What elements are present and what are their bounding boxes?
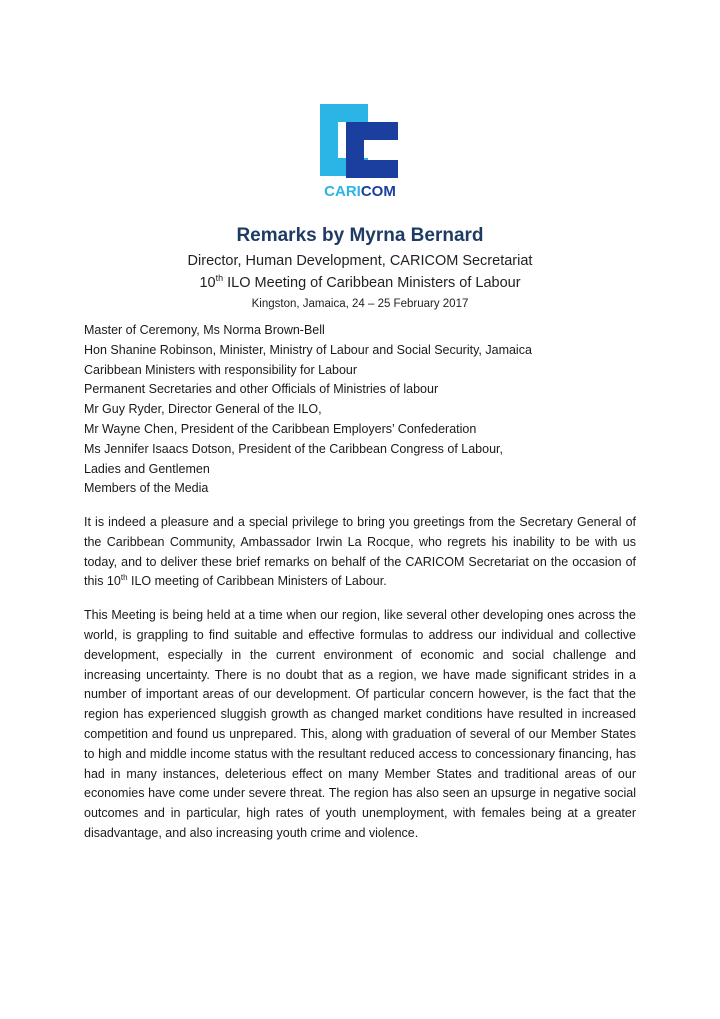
- meeting-name: 10th ILO Meeting of Caribbean Ministers of Labour: [199, 273, 521, 291]
- salutation-line: Members of the Media: [84, 481, 209, 496]
- page-title: Remarks by Myrna Bernard: [236, 225, 484, 246]
- salutation-line: Ms Jennifer Isaacs Dotson, President of the Caribbean Congress of Labour,: [84, 441, 503, 456]
- paragraph-greeting: It is indeed a pleasure and a special privilege to bring you greetings from the Secretary General of the Caribbean Community, Ambassador Irwin La Rocque, who regrets his inability to be with us today, and to deliver these brief remarks on behalf of the CARICOM Secretariat on the occasion of this 10th ILO meeting of Caribbean Ministers of Labour.: [84, 515, 636, 589]
- logo-blue-c: [346, 122, 398, 178]
- caricom-logo-mark: [316, 100, 404, 200]
- speaker-role: Director, Human Development, CARICOM Secretariat: [187, 253, 533, 269]
- salutation-line: Caribbean Ministers with responsibility for Labour: [84, 362, 358, 377]
- salutation-line: Permanent Secretaries and other Officials of Ministries of labour: [84, 382, 439, 397]
- paragraph-context: This Meeting is being held at a time when our region, like several other developing ones across the world, is grappling to find suitable and effective formulas to address our individual and collective development, especially in the current environment of economic and social challenge and increasing uncertainty. There is no doubt that as a region, we have made significant strides in a number of important areas of our development. Of particular concern however, is the fact that the region has experienced sluggish growth as changed market conditions have resulted in increased competition and found us unprepared. This, along with graduation of several of our Member States to high and middle income status with the resultant reduced access to concessionary financing, has had in many instances, deleterious effect on many Member States and traditional areas of our economies have come under severe threat. The region has also seen an upsurge in negative social outcomes and in particular, high rates of youth unemployment, with females being at a greater disadvantage, and also increasing youth crime and violence.: [84, 608, 636, 840]
- salutation-list: [84, 321, 644, 499]
- document-header: [0, 222, 720, 314]
- salutation-line: Mr Guy Ryder, Director General of the ILO,: [84, 402, 322, 417]
- salutation-line: Ladies and Gentlemen: [84, 461, 210, 476]
- salutation-line: Mr Wayne Chen, President of the Caribbean Employers’ Confederation: [84, 421, 477, 436]
- meeting-location-date: Kingston, Jamaica, 24 – 25 February 2017: [251, 298, 469, 310]
- caricom-logo: [316, 100, 404, 200]
- speech-body: [84, 513, 636, 858]
- salutation-line: Master of Ceremony, Ms Norma Brown-Bell: [84, 323, 325, 337]
- salutation-line: Hon Shanine Robinson, Minister, Ministry of Labour and Social Security, Jamaica: [84, 342, 532, 357]
- logo-wordmark: CARICOM: [324, 183, 396, 200]
